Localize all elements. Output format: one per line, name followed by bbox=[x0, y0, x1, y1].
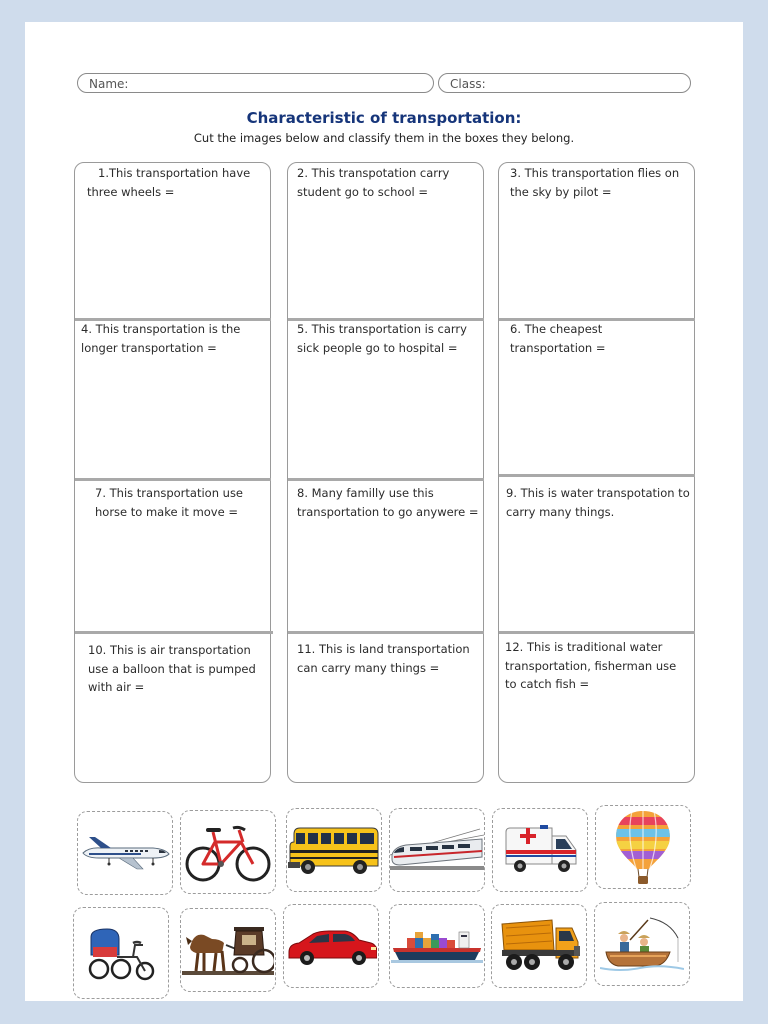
pedicab-icon bbox=[85, 925, 157, 981]
card-horse-carriage[interactable] bbox=[180, 908, 276, 992]
question-7: 7. This transportation use horse to make it move = bbox=[95, 486, 244, 519]
bicycle-icon bbox=[183, 818, 273, 886]
card-school-bus[interactable] bbox=[286, 808, 382, 892]
instructions: Cut the images below and classify them in the boxes they belong. bbox=[193, 131, 575, 145]
question-12: 12. This is traditional water transportation, fisherman use to catch fish = bbox=[505, 640, 677, 691]
fishing-boat-icon bbox=[600, 914, 684, 974]
card-airplane[interactable] bbox=[77, 811, 173, 895]
card-fishing-boat[interactable] bbox=[594, 902, 690, 986]
school-bus-icon bbox=[288, 824, 380, 876]
row-divider bbox=[499, 474, 695, 477]
ambulance-icon bbox=[500, 824, 580, 876]
train-icon bbox=[390, 825, 484, 875]
question-1: 1.This transportation have three wheels = bbox=[87, 166, 251, 199]
row-divider bbox=[288, 478, 484, 481]
question-6: 6. The cheapest transportation = bbox=[510, 322, 606, 355]
question-5: 5. This transportation is carry sick people go to hospital = bbox=[297, 322, 467, 355]
row-divider bbox=[75, 631, 273, 634]
card-dump-truck[interactable] bbox=[491, 904, 587, 988]
name-field[interactable] bbox=[77, 73, 434, 93]
question-2: 2. This transpotation carry student go to school = bbox=[297, 166, 450, 199]
hot-air-balloon-icon bbox=[611, 807, 675, 887]
question-4: 4. This transportation is the longer transportation = bbox=[81, 322, 241, 355]
class-field[interactable] bbox=[438, 73, 691, 93]
question-8: 8. Many familly use this transportation to go anywere = bbox=[297, 486, 479, 519]
question-9: 9. This is water transpotation to carry many things. bbox=[506, 486, 690, 519]
card-car[interactable] bbox=[283, 904, 379, 988]
row-divider bbox=[75, 478, 271, 481]
class-label: Class: bbox=[450, 77, 486, 91]
row-divider bbox=[499, 631, 695, 634]
car-icon bbox=[285, 926, 377, 966]
horse-carriage-icon bbox=[182, 921, 274, 979]
page-title: Characteristic of transportation: bbox=[246, 109, 522, 127]
card-bicycle[interactable] bbox=[180, 810, 276, 894]
airplane-icon bbox=[79, 833, 171, 873]
row-divider bbox=[288, 631, 484, 634]
card-cargo-ship[interactable] bbox=[389, 904, 485, 988]
question-3: 3. This transportation flies on the sky by pilot = bbox=[510, 166, 680, 199]
dump-truck-icon bbox=[498, 916, 580, 976]
name-label: Name: bbox=[89, 77, 129, 91]
card-hot-air-balloon[interactable] bbox=[595, 805, 691, 889]
card-train[interactable] bbox=[389, 808, 485, 892]
question-11: 11. This is land transportation can carry many things = bbox=[297, 642, 470, 675]
card-ambulance[interactable] bbox=[492, 808, 588, 892]
question-10: 10. This is air transportation use a balloon that is pumped with air = bbox=[88, 643, 256, 694]
card-pedicab[interactable] bbox=[73, 907, 169, 999]
column-middle bbox=[287, 162, 484, 783]
cargo-ship-icon bbox=[391, 926, 483, 966]
worksheet-page bbox=[25, 22, 743, 1001]
